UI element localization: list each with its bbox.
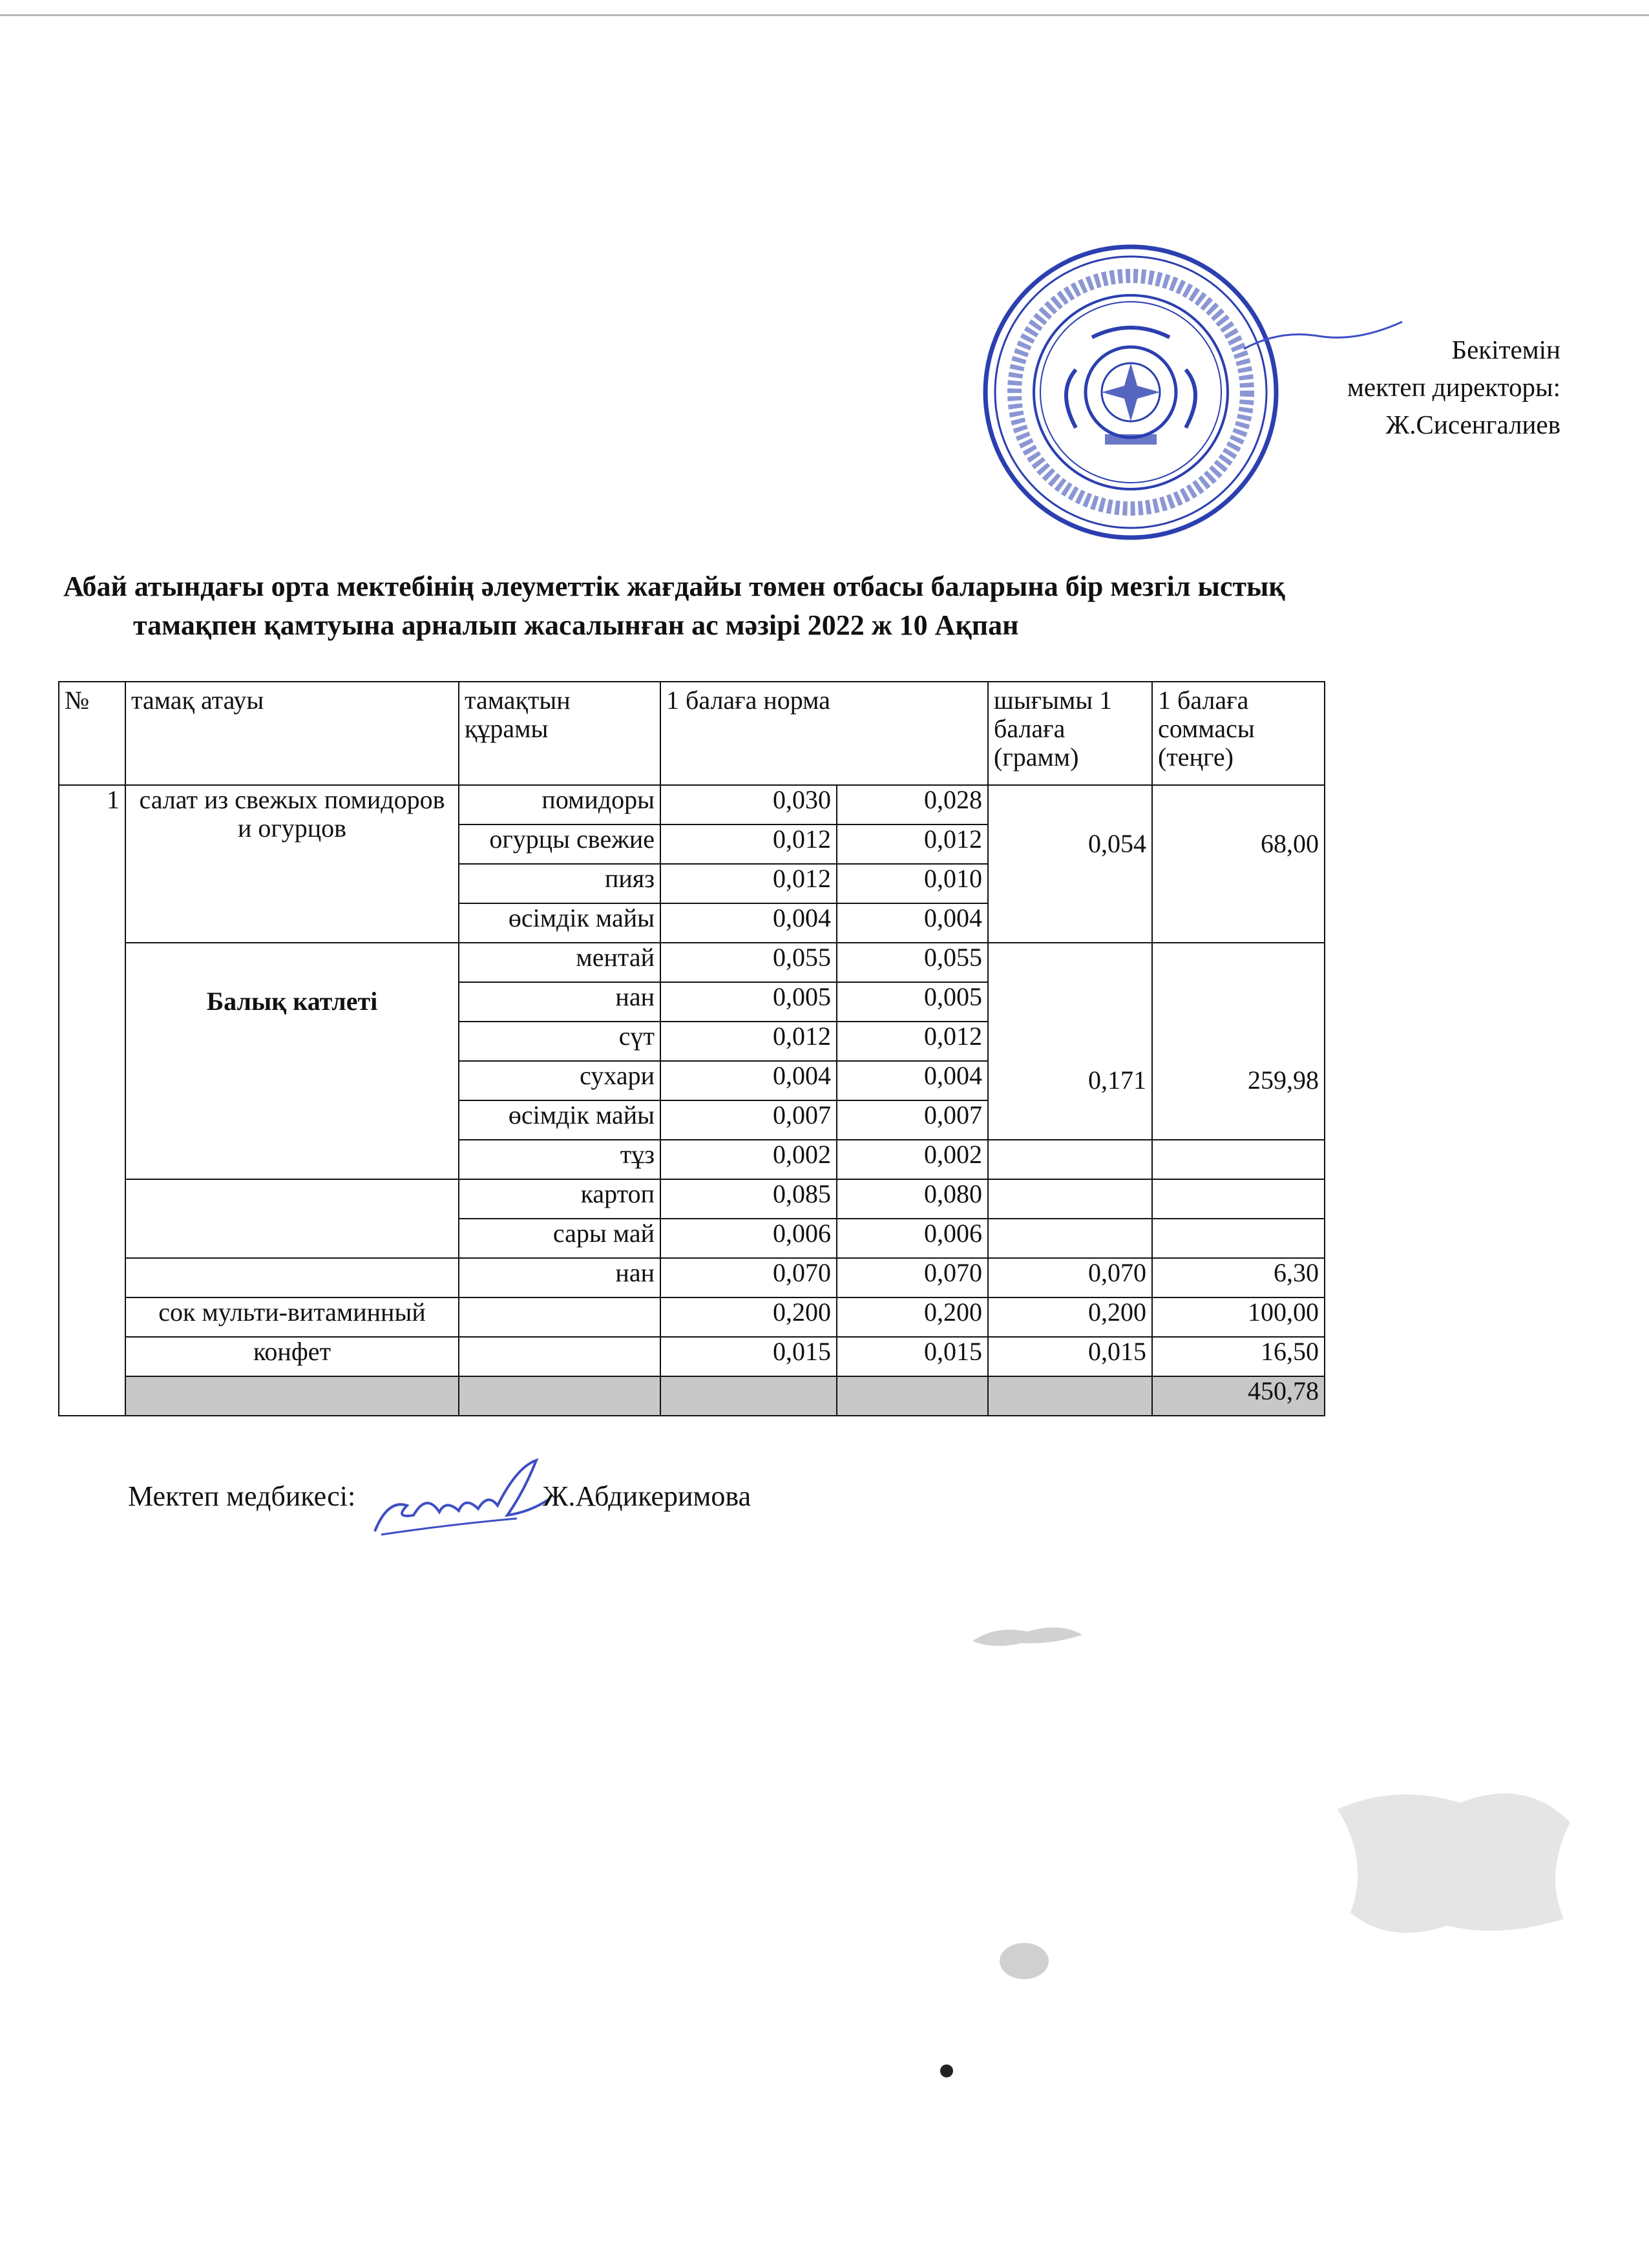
dish-candy: конфет [125,1337,459,1376]
scan-edge-line [0,14,1649,16]
norm-net: 0,080 [837,1179,988,1219]
title-line-1: Абай атындағы орта мектебінің әлеуметтік жағдайы төмен отбасы баларына бір мезгіл ыстық [63,571,1285,602]
norm-gross: 0,004 [660,903,837,943]
norm-net: 0,012 [837,1022,988,1061]
table-row [59,1179,1325,1219]
empty-cell [125,1376,459,1416]
ingredient-name: картоп [459,1179,660,1219]
norm-gross: 0,055 [660,943,837,982]
norm-net: 0,070 [837,1258,988,1297]
dish-fish-cutlet: Балық катлеті [125,943,459,1179]
dish-juice: сок мульти-витаминный [125,1297,459,1337]
norm-net: 0,005 [837,982,988,1022]
scan-smudge [1331,1770,1577,1945]
juice-cost: 100,00 [1152,1297,1325,1337]
empty-cell [1152,1140,1325,1179]
row-number: 1 [59,785,125,1416]
candy-yield: 0,015 [988,1337,1152,1376]
bread-cost: 6,30 [1152,1258,1325,1297]
salad-cost: 68,00 [1152,785,1325,943]
fish-yield: 0,171 [988,943,1152,1140]
fish-cost: 259,98 [1152,943,1325,1140]
header-norm: 1 балаға норма [660,682,988,785]
norm-gross: 0,070 [660,1258,837,1297]
scan-dot [937,2061,956,2081]
norm-net: 0,004 [837,903,988,943]
norm-gross: 0,002 [660,1140,837,1179]
dish-salad: салат из свежых помидоров и огурцов [125,785,459,943]
approval-line-approve: Бекітемін [1451,335,1560,364]
scan-smudge [995,1938,1053,1984]
norm-net: 0,028 [837,785,988,824]
norm-net: 0,200 [837,1297,988,1337]
norm-gross: 0,200 [660,1297,837,1337]
header-cost: 1 балаға соммасы (теңге) [1152,682,1325,785]
empty-cell [988,1219,1152,1258]
nurse-label: Мектеп медбикесі: [128,1480,356,1512]
empty-cell [988,1179,1152,1219]
ingredient-name: ментай [459,943,660,982]
norm-gross: 0,007 [660,1100,837,1140]
table-header-row [59,682,1325,785]
empty-cell [459,1337,660,1376]
juice-yield: 0,200 [988,1297,1152,1337]
ingredient-name: сухари [459,1061,660,1100]
table-row [59,943,1325,982]
empty-cell [125,1258,459,1297]
norm-gross: 0,012 [660,824,837,864]
norm-gross: 0,030 [660,785,837,824]
bread-yield: 0,070 [988,1258,1152,1297]
norm-gross: 0,004 [660,1061,837,1100]
scan-smudge [969,1619,1086,1651]
approval-line-director-name: Ж.Сисенгалиев [1385,410,1560,439]
table-row [59,1337,1325,1376]
norm-gross: 0,012 [660,1022,837,1061]
menu-table [58,681,1325,1416]
ingredient-name: пияз [459,864,660,903]
ingredient-name: сары май [459,1219,660,1258]
page-title [63,567,1388,645]
norm-net: 0,012 [837,824,988,864]
ingredient-name: огурцы свежие [459,824,660,864]
empty-cell [988,1376,1152,1416]
norm-net: 0,010 [837,864,988,903]
empty-cell [459,1297,660,1337]
table-row [59,1297,1325,1337]
header-composition: тамақтын құрамы [459,682,660,785]
norm-net: 0,055 [837,943,988,982]
norm-gross: 0,005 [660,982,837,1022]
candy-cost: 16,50 [1152,1337,1325,1376]
norm-gross: 0,085 [660,1179,837,1219]
title-line-2: тамақпен қамтуына арналып жасалынған ас мәзірі 2022 ж 10 Ақпан [133,609,1019,641]
empty-cell [660,1376,837,1416]
norm-net: 0,006 [837,1219,988,1258]
header-dish-name: тамақ атауы [125,682,459,785]
empty-cell [459,1376,660,1416]
ingredient-name: өсімдік майы [459,1100,660,1140]
nurse-name: Ж.Абдикеримова [543,1480,751,1512]
table-row [59,785,1325,824]
header-yield: шығымы 1 балаға (грамм) [988,682,1152,785]
director-signature [1241,317,1409,355]
ingredient-name: тұз [459,1140,660,1179]
total-cost: 450,78 [1152,1376,1325,1416]
table-row [59,1258,1325,1297]
norm-net: 0,015 [837,1337,988,1376]
norm-net: 0,007 [837,1100,988,1140]
nurse-signature [368,1454,556,1551]
norm-net: 0,004 [837,1061,988,1100]
ingredient-name: өсімдік майы [459,903,660,943]
header-number: № [59,682,125,785]
norm-gross: 0,012 [660,864,837,903]
norm-gross: 0,015 [660,1337,837,1376]
salad-yield: 0,054 [988,785,1152,943]
norm-net: 0,002 [837,1140,988,1179]
empty-cell [988,1140,1152,1179]
norm-gross: 0,006 [660,1219,837,1258]
approval-line-position: мектеп директоры: [1347,372,1560,402]
total-row [59,1376,1325,1416]
ingredient-name: помидоры [459,785,660,824]
empty-cell [1152,1179,1325,1219]
empty-cell [837,1376,988,1416]
ingredient-name: нан [459,982,660,1022]
empty-cell [125,1179,459,1258]
ingredient-name: нан [459,1258,660,1297]
empty-cell [1152,1219,1325,1258]
ingredient-name: сүт [459,1022,660,1061]
